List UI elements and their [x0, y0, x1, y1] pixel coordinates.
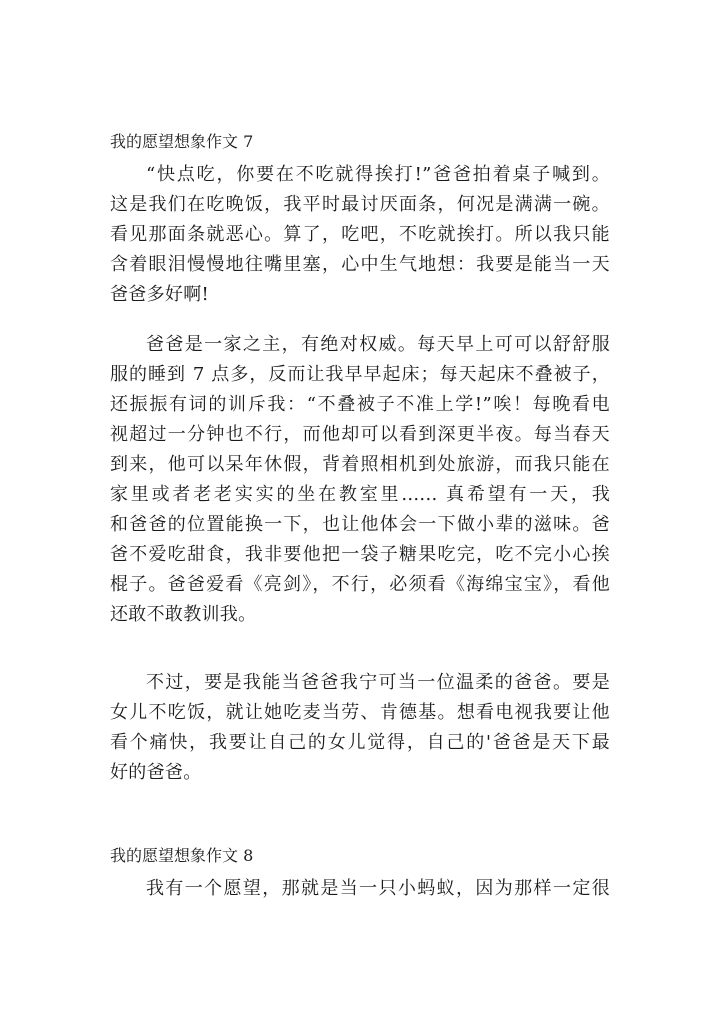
text-line: 这是我们在吃晚饭，我平时最讨厌面条，何况是满满一碗。 [110, 194, 610, 215]
paragraph [110, 160, 610, 310]
text-line: 视超过一分钟也不行，而他却可以看到深更半夜。每当春天 [110, 424, 610, 445]
text-line: 爸爸多好啊! [110, 284, 210, 305]
text-line: 还振振有词的训斥我：“不叠被子不准上学!”唉！每晚看电 [110, 394, 610, 415]
text-line: 不过，要是我能当爸爸我宁可当一位温柔的爸爸。要是 [146, 672, 610, 693]
text-line: “快点吃，你要在不吃就得挨打!”爸爸拍着桌子喊到。 [146, 164, 610, 185]
text-line: 看个痛快，我要让自己的女儿觉得，自己的'爸爸是天下最 [110, 732, 610, 753]
section-title: 我的愿望想象作文 8 [110, 846, 254, 865]
text-line: 服的睡到 7 点多，反而让我早早起床；每天起床不叠被子， [110, 364, 610, 385]
section-title: 我的愿望想象作文 7 [110, 132, 254, 151]
text-line: 女儿不吃饭，就让她吃麦当劳、肯德基。想看电视我要让他 [110, 702, 610, 723]
paragraph [110, 330, 610, 630]
paragraph [110, 874, 610, 904]
text-line: 和爸爸的位置能换一下，也让他体会一下做小辈的滋味。爸 [110, 514, 610, 535]
text-line: 爸爸是一家之主，有绝对权威。每天早上可可以舒舒服 [146, 334, 610, 355]
text-line: 家里或者老老实实的坐在教室里...... 真希望有一天，我 [110, 484, 610, 505]
text-line: 好的爸爸。 [110, 762, 202, 783]
paragraph [110, 668, 610, 788]
text-line: 棍子。爸爸爱看《亮剑》，不行，必须看《海绵宝宝》，看他 [110, 574, 610, 595]
text-line: 看见那面条就恶心。算了，吃吧，不吃就挨打。所以我只能 [110, 224, 610, 245]
text-line: 还敢不敢教训我。 [110, 604, 257, 625]
text-line: 到来，他可以呆年休假，背着照相机到处旅游，而我只能在 [110, 454, 610, 475]
text-line: 爸不爱吃甜食，我非要他把一袋子糖果吃完，吃不完小心挨 [110, 544, 610, 565]
text-line: 我有一个愿望，那就是当一只小蚂蚁，因为那样一定很 [146, 878, 610, 899]
text-line: 含着眼泪慢慢地往嘴里塞，心中生气地想：我要是能当一天 [110, 254, 610, 275]
